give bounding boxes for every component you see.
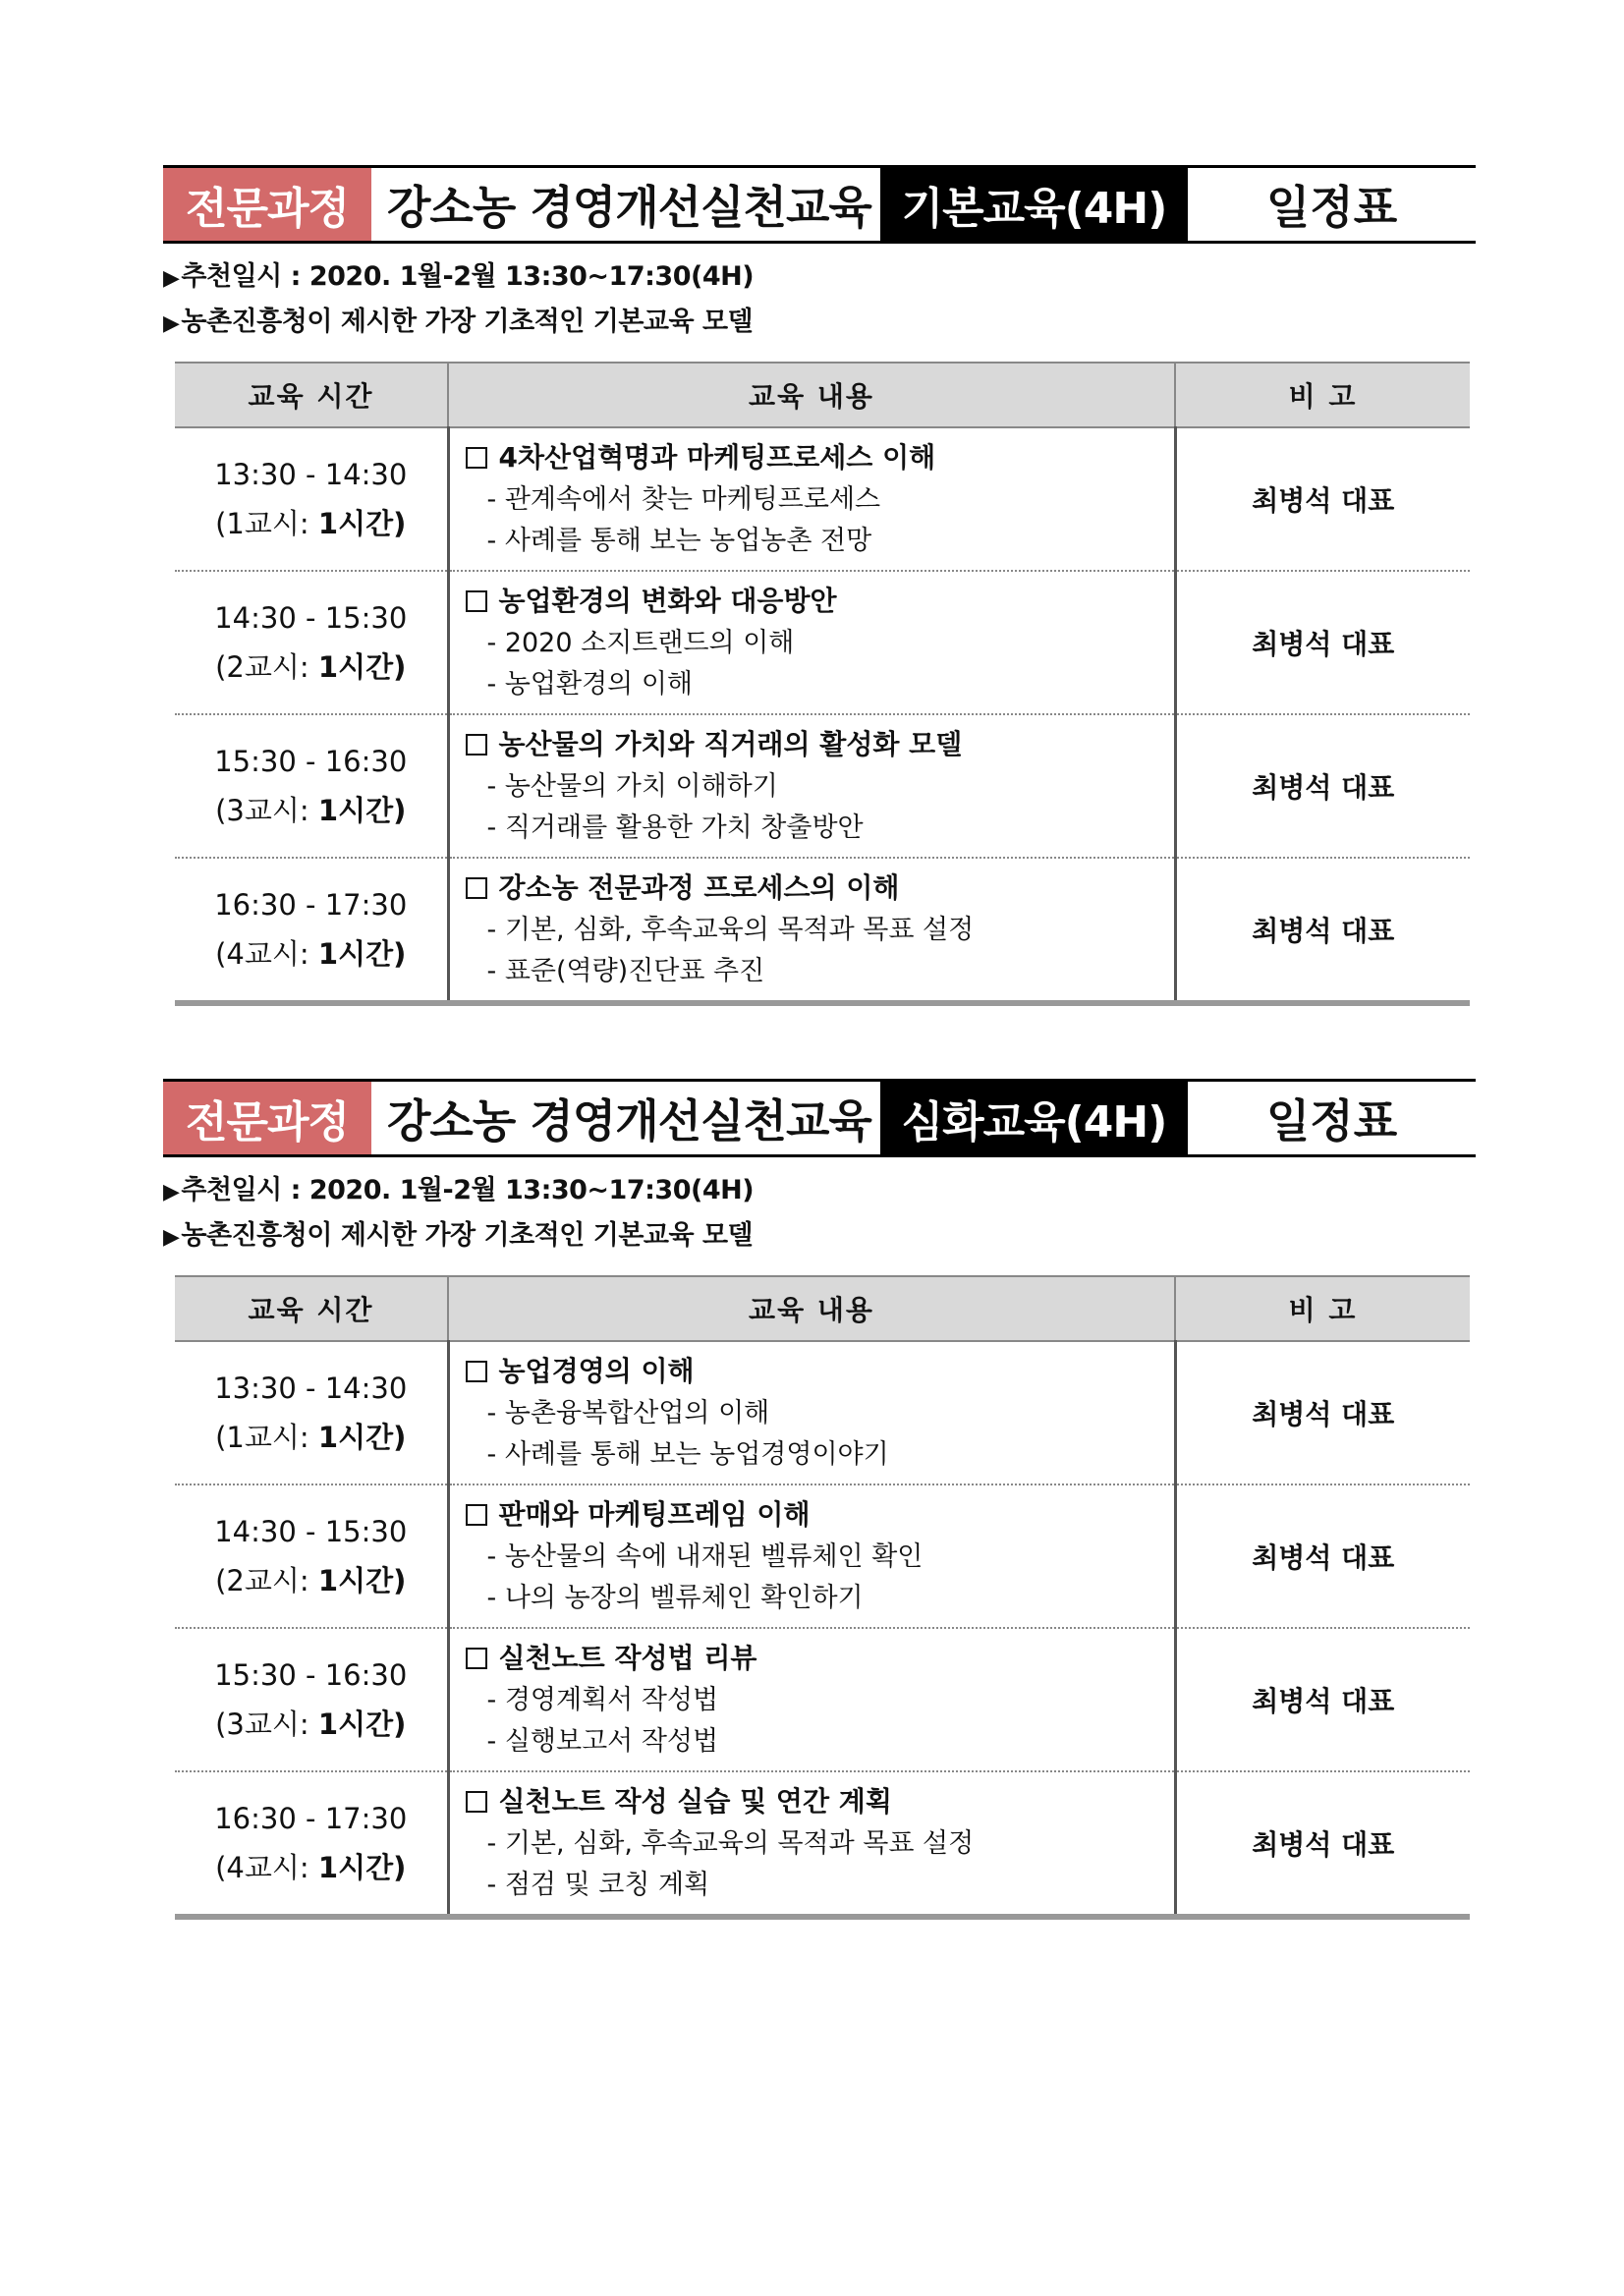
time-range: 13:30 - 14:30 [214,458,408,491]
topic-item: - 농산물의 가치 이해하기 [486,771,778,802]
course-type: 심화교육(4H) [880,1082,1188,1154]
table-row [175,427,1470,571]
header-note: 비 고 [1175,1276,1470,1341]
topic-title: 4차산업혁명과 마케팅프로세스 이해 [498,441,936,474]
topic-item: - 경영계획서 작성법 [486,1685,719,1715]
course-name: 강소농 경영개선실천교육 [387,1094,871,1148]
schedule-table [175,1275,1470,1920]
topic-item: - 직거래를 활용한 가치 창출방안 [486,812,864,843]
table-row [175,1484,1470,1628]
schedule-table [175,362,1470,1006]
note-cell: 최병석 대표 [1175,1771,1470,1917]
schedule-label: 일정표 [1265,1094,1398,1148]
table-row [175,1771,1470,1917]
content-cell [448,714,1175,858]
content-cell [448,427,1175,571]
period-number: (1교시: [215,507,309,540]
time-cell [175,858,448,1003]
period-label [176,929,446,979]
note-cell: 최병석 대표 [1175,1628,1470,1771]
checkbox-icon [466,447,487,469]
table-row [175,1628,1470,1771]
checkbox-icon [466,590,487,612]
topic-item: - 2020 소지트랜드의 이해 [486,628,795,658]
time-cell [175,1628,448,1771]
title-bar [163,165,1476,244]
period-label [176,786,446,835]
table-row [175,1341,1470,1484]
note-cell: 최병석 대표 [1175,858,1470,1003]
period-number: (3교시: [215,1708,309,1741]
period-number: (4교시: [215,1851,309,1884]
info-text: 농촌진흥청이 제시한 가장 기초적인 기본교육 모델 [181,307,754,337]
note-cell: 최병석 대표 [1175,427,1470,571]
course-category: 전문과정 [163,168,371,241]
topic-item: - 관계속에서 찾는 마케팅프로세스 [486,484,881,515]
topic-title: 농업경영의 이해 [498,1355,695,1387]
table-row [175,714,1470,858]
topic-item: - 실행보고서 작성법 [486,1726,719,1757]
topic-title: 강소농 전문과정 프로세스의 이해 [498,871,900,904]
period-hours: 1시간) [317,1708,407,1741]
period-label [176,1700,446,1749]
schedule-section [163,1079,1476,1920]
content-cell [448,1341,1175,1484]
time-range: 14:30 - 15:30 [214,1515,408,1548]
period-hours: 1시간) [317,650,407,684]
topic-heading [466,1637,1173,1680]
header-time: 교육 시간 [175,363,448,427]
period-hours: 1시간) [317,1421,407,1454]
note-cell: 최병석 대표 [1175,571,1470,714]
content-cell [448,1771,1175,1917]
topic-item: - 기본, 심화, 후속교육의 목적과 목표 설정 [486,915,975,945]
header-content: 교육 내용 [448,1276,1175,1341]
schedule-label: 일정표 [1265,181,1398,234]
content-cell [448,1484,1175,1628]
bullet-arrow-icon: ▶ [163,1180,180,1204]
time-cell [175,714,448,858]
topic-heading [466,436,1173,479]
header-content: 교육 내용 [448,363,1175,427]
course-type: 기본교육(4H) [880,168,1188,241]
topic-title: 농산물의 가치와 직거래의 활성화 모델 [498,728,963,760]
time-cell [175,427,448,571]
bullet-arrow-icon: ▶ [163,311,180,336]
info-line [163,301,1476,346]
info-line [163,1214,1476,1260]
time-cell [175,1484,448,1628]
info-line [163,1169,1476,1214]
time-range: 13:30 - 14:30 [214,1372,408,1405]
topic-item: - 사례를 통해 보는 농업농촌 전망 [486,526,872,556]
period-label [176,499,446,548]
table-row [175,858,1470,1003]
period-number: (2교시: [215,1564,309,1597]
period-hours: 1시간) [317,794,407,827]
info-text: 추천일시 : 2020. 1월-2월 13:30~17:30(4H) [181,1175,755,1205]
period-label [176,1556,446,1605]
checkbox-icon [466,1504,487,1526]
time-cell [175,1771,448,1917]
topic-item: - 점검 및 코칭 계획 [486,1870,710,1900]
period-label [176,1843,446,1892]
table-header [175,363,1470,427]
note-cell: 최병석 대표 [1175,1341,1470,1484]
title-bar [163,1079,1476,1157]
note-cell: 최병석 대표 [1175,714,1470,858]
topic-title: 농업환경의 변화와 대응방안 [498,585,837,617]
topic-item: - 농산물의 속에 내재된 벨류체인 확인 [486,1541,924,1572]
topic-title: 판매와 마케팅프레임 이해 [498,1498,811,1531]
topic-heading [466,867,1173,910]
topic-heading [466,1780,1173,1823]
topic-item: - 사례를 통해 보는 농업경영이야기 [486,1439,889,1470]
topic-title: 실천노트 작성 실습 및 연간 계획 [498,1785,892,1818]
bullet-arrow-icon: ▶ [163,1225,180,1250]
content-cell [448,858,1175,1003]
time-cell [175,1341,448,1484]
period-hours: 1시간) [317,1851,407,1884]
time-range: 16:30 - 17:30 [214,1802,408,1835]
topic-heading [466,580,1173,623]
period-label [176,1413,446,1462]
period-number: (3교시: [215,794,309,827]
period-hours: 1시간) [317,937,407,971]
period-number: (4교시: [215,937,309,971]
topic-item: - 농촌융복합산업의 이해 [486,1398,770,1428]
period-hours: 1시간) [317,507,407,540]
table-header [175,1276,1470,1341]
info-text: 추천일시 : 2020. 1월-2월 13:30~17:30(4H) [181,261,755,292]
period-number: (2교시: [215,650,309,684]
info-block [163,255,1476,346]
header-note: 비 고 [1175,363,1470,427]
time-cell [175,571,448,714]
time-range: 15:30 - 16:30 [214,1658,408,1692]
period-label [176,643,446,692]
course-category: 전문과정 [163,1082,371,1154]
content-cell [448,1628,1175,1771]
checkbox-icon [466,1361,487,1382]
info-line [163,255,1476,301]
checkbox-icon [466,1648,487,1669]
checkbox-icon [466,877,487,899]
topic-item: - 농업환경의 이해 [486,669,693,700]
header-time: 교육 시간 [175,1276,448,1341]
checkbox-icon [466,1791,487,1813]
topic-item: - 표준(역량)진단표 추진 [486,956,765,986]
info-text: 농촌진흥청이 제시한 가장 기초적인 기본교육 모델 [181,1220,754,1251]
topic-heading [466,1493,1173,1537]
period-hours: 1시간) [317,1564,407,1597]
time-range: 14:30 - 15:30 [214,601,408,635]
info-block [163,1169,1476,1260]
period-number: (1교시: [215,1421,309,1454]
content-cell [448,571,1175,714]
time-range: 15:30 - 16:30 [214,745,408,778]
note-cell: 최병석 대표 [1175,1484,1470,1628]
time-range: 16:30 - 17:30 [214,888,408,922]
schedule-section [163,165,1476,1006]
topic-heading [466,1350,1173,1393]
topic-item: - 나의 농장의 벨류체인 확인하기 [486,1583,864,1613]
topic-title: 실천노트 작성법 리뷰 [498,1642,757,1674]
checkbox-icon [466,734,487,756]
table-row [175,571,1470,714]
course-name: 강소농 경영개선실천교육 [387,181,871,234]
bullet-arrow-icon: ▶ [163,266,180,291]
topic-heading [466,723,1173,766]
topic-item: - 기본, 심화, 후속교육의 목적과 목표 설정 [486,1828,975,1859]
